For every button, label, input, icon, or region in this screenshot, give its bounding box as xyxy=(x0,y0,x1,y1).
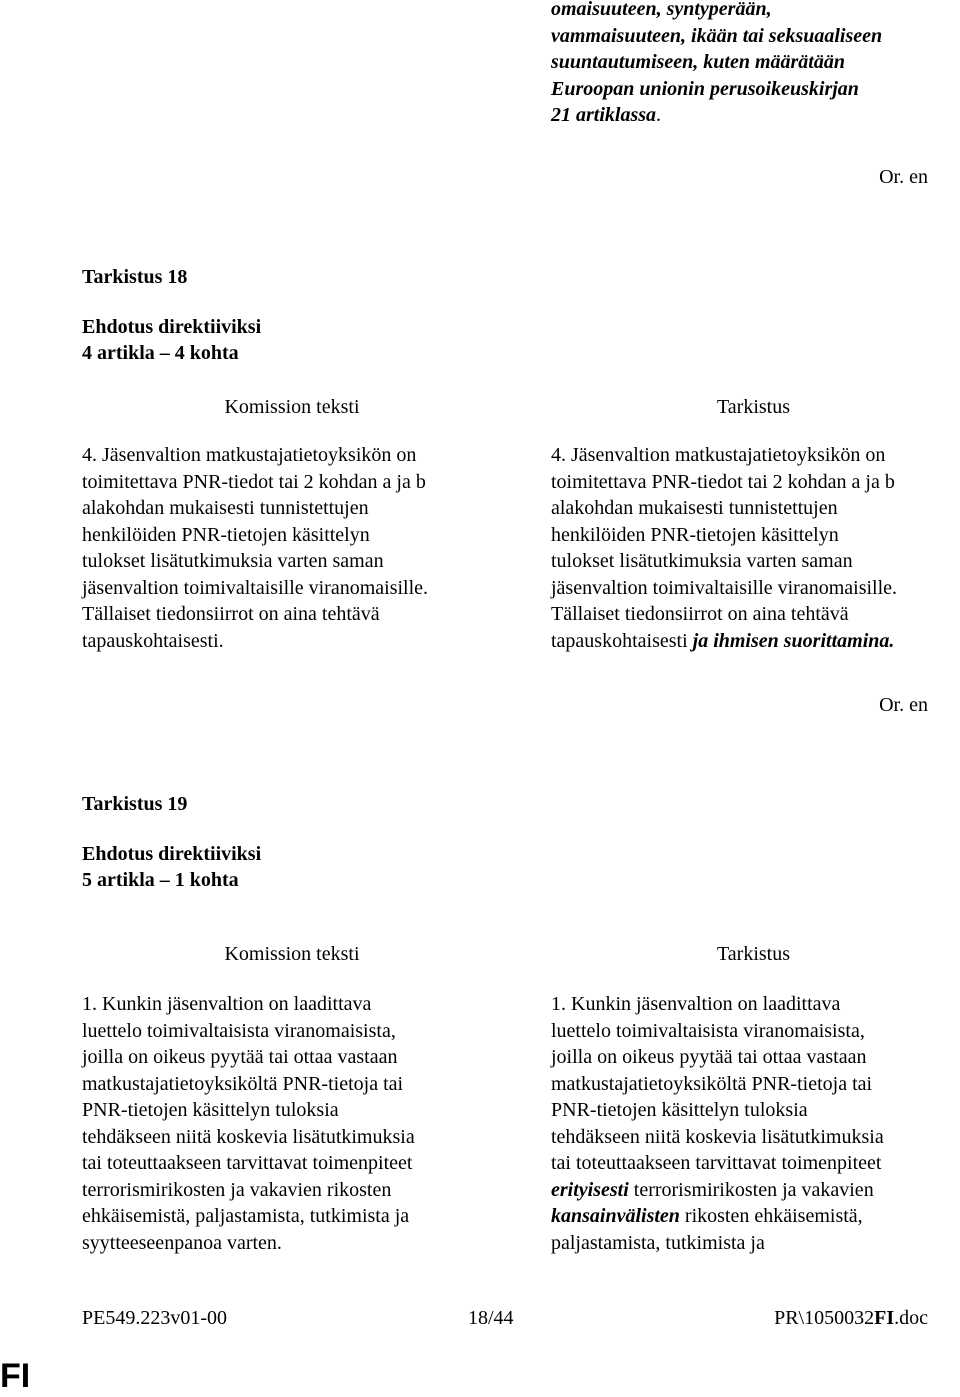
text-line: luettelo toimivaltaisista viranomaisista, xyxy=(551,1019,865,1042)
added-text: ja ihmisen suorittamina xyxy=(692,629,890,652)
continuation-text xyxy=(551,0,956,129)
amendment-19-article: 5 artikla – 1 kohta xyxy=(82,869,239,891)
text-line: paljastamista, tutkimista ja xyxy=(551,1231,765,1254)
text-line: tulokset lisätutkimuksia varten saman xyxy=(551,550,853,572)
text-line: rikosten ehkäisemistä, xyxy=(679,1205,863,1227)
continuation-line: 21 artiklassa xyxy=(551,104,657,126)
text-line: terrorismirikosten ja vakavien xyxy=(628,1178,874,1201)
amendment-18-title: Tarkistus 18 xyxy=(82,266,188,288)
text-line: henkilöiden PNR-tietojen käsittelyn xyxy=(82,523,370,546)
amendment-heading: Tarkistus xyxy=(716,396,791,418)
amendment-19-proposal: Ehdotus direktiiviksi xyxy=(82,843,262,865)
added-text: erityisesti xyxy=(551,1178,629,1201)
amendment-18-article: 4 artikla – 4 kohta xyxy=(82,342,239,364)
text-line: 4. Jäsenvaltion matkustajatietoyksikön on xyxy=(551,444,886,466)
footer-file-prefix: PR\1050032 xyxy=(774,1307,875,1329)
text-line: PNR-tietojen käsittelyn tuloksia xyxy=(82,1099,339,1121)
text-line: tulokset lisätutkimuksia varten saman xyxy=(82,550,384,572)
footer-file-ext: .doc xyxy=(894,1307,928,1329)
text-line: matkustajatietoyksiköltä PNR-tietoja tai xyxy=(551,1072,873,1095)
text-line: toimitettava PNR-tiedot tai 2 kohdan a ja b xyxy=(82,470,426,493)
continuation-line: vammaisuuteen, ikään tai seksuaaliseen xyxy=(551,24,883,47)
text-line: 1. Kunkin jäsenvaltion on laadittava xyxy=(82,993,372,1015)
text-line: Tällaiset tiedonsiirrot on aina tehtävä xyxy=(82,603,380,625)
commission-text-heading: Komission teksti xyxy=(224,943,360,965)
text-line: jäsenvaltion toimivaltaisille viranomaisille. xyxy=(82,576,429,599)
commission-text-heading: Komission teksti xyxy=(224,396,360,418)
continuation-line: suuntautumiseen, kuten määrätään xyxy=(551,51,845,73)
footer-file-name xyxy=(774,1305,928,1332)
amendment-19-amended-text xyxy=(551,991,956,1256)
amendment-heading: Tarkistus xyxy=(716,943,791,965)
amendment-18-commission-text xyxy=(82,442,502,654)
text-line: tehdäkseen niitä koskevia lisätutkimuksia xyxy=(82,1125,415,1148)
footer-page-number: 18/44 xyxy=(468,1307,514,1329)
text-line: alakohdan mukaisesti tunnistettujen xyxy=(551,497,838,519)
footer-file-lang: FI xyxy=(874,1307,895,1329)
continuation-line: omaisuuteen, syntyperään, xyxy=(551,0,772,20)
text-line: terrorismirikosten ja vakavien rikosten xyxy=(82,1178,392,1201)
text-line: Tällaiset tiedonsiirrot on aina tehtävä xyxy=(551,603,849,625)
text-line: PNR-tietojen käsittelyn tuloksia xyxy=(551,1099,808,1121)
text-line: luettelo toimivaltaisista viranomaisista, xyxy=(82,1019,396,1042)
text-line: toimitettava PNR-tiedot tai 2 kohdan a ja b xyxy=(551,470,895,493)
continuation-line: Euroopan unionin perusoikeuskirjan xyxy=(551,77,859,100)
text-line: alakohdan mukaisesti tunnistettujen xyxy=(82,497,369,519)
text-line: tai toteuttaakseen tarvittavat toimenpiteet xyxy=(551,1152,882,1174)
text-line: ehkäisemistä, paljastamista, tutkimista ja xyxy=(82,1205,410,1227)
text-line: syytteeseenpanoa varten. xyxy=(82,1231,282,1254)
amendment-18-amended-text xyxy=(551,442,956,654)
language-code: FI xyxy=(0,1357,31,1395)
added-text: kansainvälisten xyxy=(551,1205,680,1227)
text-line: joilla on oikeus pyytää tai ottaa vastaan xyxy=(82,1046,398,1068)
text-line: henkilöiden PNR-tietojen käsittelyn xyxy=(551,523,839,546)
continuation-period: . xyxy=(656,104,662,126)
original-language-label: Or. en xyxy=(879,694,928,716)
original-language-label: Or. en xyxy=(879,166,928,188)
text-line: joilla on oikeus pyytää tai ottaa vastaan xyxy=(551,1046,867,1068)
text-line: jäsenvaltion toimivaltaisille viranomaisille. xyxy=(551,576,898,599)
amendment-19-title: Tarkistus 19 xyxy=(82,793,188,815)
text-line: 4. Jäsenvaltion matkustajatietoyksikön on xyxy=(82,444,417,466)
amendment-19-commission-text xyxy=(82,991,502,1256)
text-line: tai toteuttaakseen tarvittavat toimenpiteet xyxy=(82,1152,413,1174)
text-line: matkustajatietoyksiköltä PNR-tietoja tai xyxy=(82,1072,404,1095)
amendment-18-proposal: Ehdotus direktiiviksi xyxy=(82,316,262,338)
added-text-end: . xyxy=(889,629,895,652)
text-line: tehdäkseen niitä koskevia lisätutkimuksia xyxy=(551,1125,884,1148)
footer-doc-ref: PE549.223v01-00 xyxy=(82,1307,227,1329)
text-line: tapauskohtaisesti xyxy=(551,629,693,652)
text-line: 1. Kunkin jäsenvaltion on laadittava xyxy=(551,993,841,1015)
text-line: tapauskohtaisesti. xyxy=(82,629,224,652)
